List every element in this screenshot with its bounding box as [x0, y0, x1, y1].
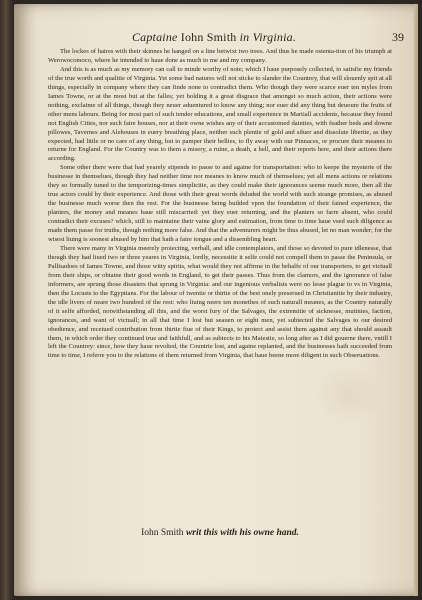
paragraph: The lockes of haires with their skinnes he hanged on a line betwixt two trees. And thus he made ostenta-tion of his triumph at Werowocomoco, where he intended to haue done as much to me and my company.: [48, 48, 392, 64]
signature-phrase: writ this with his owne hand.: [185, 528, 299, 538]
paragraph: Some other there were that had yearely stipends to passe to and againe for transportation: who to keepe the mysterie of the businesse in themselues, though they had neither time nor meanes to know much of themselues; yet all mens actions or relations they so formally tuned to the temporizing-times simplicitie, as they could make their ignorances seeme much more, then all the true actors could by their experience. And those with their great words deluded the world with such strange promises, as abused the businesse much worse then the rest. For the businesse being builded vpon the foundation of their fained experience, the planters, the money and meanes haue still miscarried: yet they euer returning, and the planters so farre absent, who could contradict their excuses? which, still to maintaine their vaine glory and estimation, from time to time haue vsed such diligence as made them passe for truths, though nothing more false. And that the adventurers might be thus abused, let no man wonder; for the wisest liuing is soonest abused by him that hath a faire tongue and a dissembling heart.: [48, 164, 392, 244]
book-page: [14, 4, 418, 596]
paper-stain: [314, 364, 384, 424]
page-body: [48, 48, 392, 361]
header-title-prefix: Captaine: [131, 30, 178, 44]
running-header: [44, 30, 384, 45]
page-number: 39: [392, 30, 404, 44]
page-edge: [414, 4, 418, 596]
paragraph: There were many in Virginia meerely proiecting, verball, and idle contemplators, and those so devoted to pure idlenesse, that though they had liued two or three yeares in Virginia, lordly, necessitie it selfe could not compell them to passe the Peninsula, or Pallisadoes of Iames Towne, and those witty spirits, what would they not affirme in the behalfe of our transporters, to get victuall from their ships, or obtaine their good words in England, to get their passes. Thus from the clamors, and the ignorance of false informers, are sprung those disasters that sprung in Virginia: and our ingenious verbalists were no lesse plague to vs in Virginia, then the Locusts to the Egyptians. For the labour of twentie or thirtie of the best onely preserued in Christianitie by their industry, the idle livers of neare two hundred of the rest: who liuing neere ten monethes of such naturall meanes, as the Country naturally of it selfe afforded, notwithstanding all this, and the worst fury of the Salvages, the extremitie of sicknesse, mutinies, faction, ignorances, and want of victuall; in all that time I lost but seauen or eight men, yet subiected the Salvages to our desired obedience, and receiued contribution from thirtie fiue of their Kings, to protect and assist them against any that should assault them, in which order they continued true and faithfull, and as subiects to his Maiestie, so long after as I did gouerne there, vntill I left the Countrey: since, how they haue revolted, the Countrie lost, and againe replanted, and the businesses hath succeeded from time to time, I referre you to the relations of them returned from Virginia, that haue beene more diligent in such Obseruations.: [48, 244, 392, 360]
signature-line: [48, 528, 392, 538]
signature-name: Iohn Smith: [141, 528, 184, 538]
header-title-name: Iohn Smith: [180, 30, 237, 44]
header-title-suffix: in Virginia.: [239, 30, 297, 44]
paragraph: And this is as much as my memory can call to minde worthy of note; which I haue purposely collected, to satisfie my friends of the true worth and qualitie of Virginia. Yet some bad natures will not sticke to slander the Countrey, that will slouenly spit at all things, especially in company where they can finde none to contradict them. Who though they were scarce euer ten myles from Iames Towne, or at the most but at the falles; yet holding it a great disgrace that amongst so much action, their actions were nothing, exclaime of all things, though they neuer aduentured to know any thing; nor euer did any thing but deuoure the fruits of other mens labours. Being for most part of such tender educations, and small experience in Martiall accidents, because they found not English Cities, nor such faire houses, nor at their owne wishes any of their accustomed dainties, with feather beds and downe pillowes, Tavernes and Alehouses in euery breathing place, neither such plentie of gold and siluer and dissolute libertie, as they expected, had little or no care of any thing, but to pamper their bellies, to fly away with our Pinnaces, or procure their meanes to returne for England. For the Country was to them a misery, a ruine, a death, a hell, and their reports here, and their actions there according.: [48, 65, 392, 163]
